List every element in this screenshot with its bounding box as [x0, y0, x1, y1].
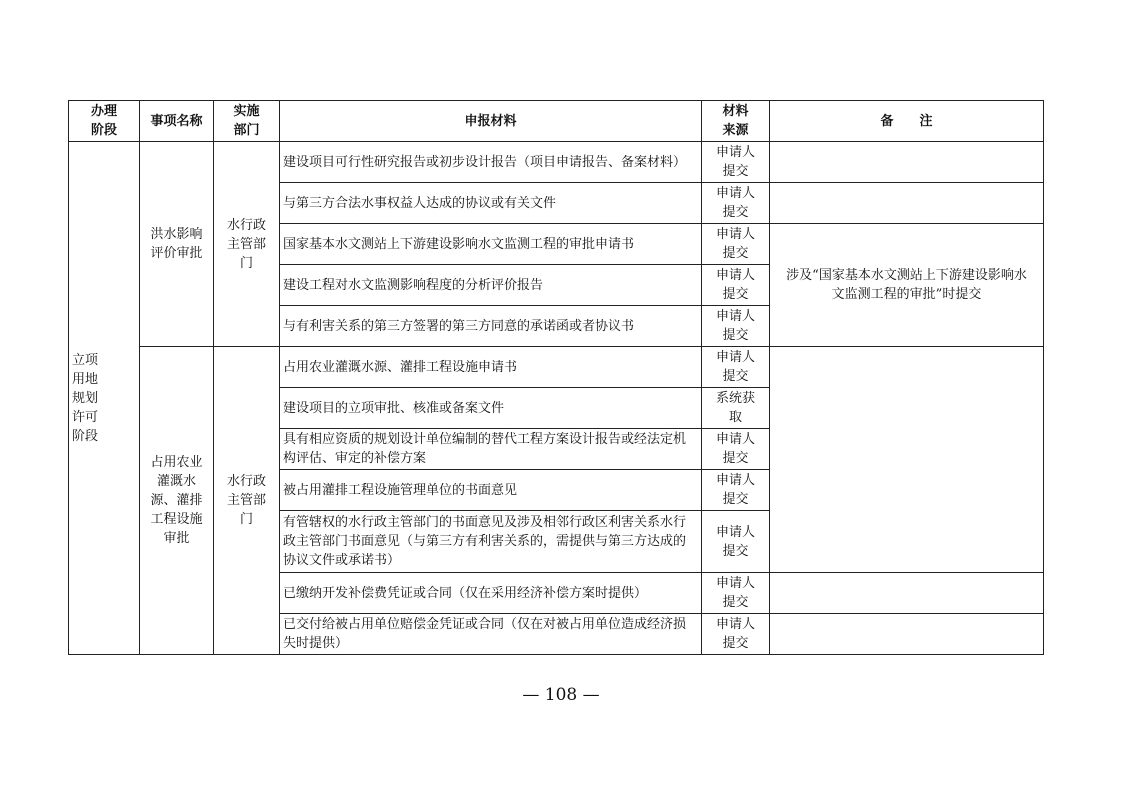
- remark-cell: [770, 142, 1044, 183]
- source-cell: 申请人 提交: [702, 265, 770, 306]
- department-cell: 水行政 主管部 门: [214, 142, 280, 347]
- department-cell: 水行政 主管部 门: [214, 347, 280, 655]
- source-cell: 申请人 提交: [702, 614, 770, 655]
- page-number: — 108 —: [522, 685, 600, 705]
- source-cell: 申请人 提交: [702, 306, 770, 347]
- material-cell: 被占用灌排工程设施管理单位的书面意见: [280, 470, 702, 511]
- header-stage: 办理 阶段: [69, 101, 140, 142]
- approval-materials-table: [68, 100, 1044, 655]
- material-cell: 与有利害关系的第三方签署的第三方同意的承诺函或者协议书: [280, 306, 702, 347]
- remark-cell: [770, 183, 1044, 224]
- stage-cell: 立项 用地 规划 许可 阶段: [69, 142, 140, 655]
- remark-cell: [770, 573, 1044, 614]
- source-cell: 申请人 提交: [702, 573, 770, 614]
- material-cell: 具有相应资质的规划设计单位编制的替代工程方案设计报告或经法定机构评估、审定的补偿方案: [280, 429, 702, 470]
- material-cell: 与第三方合法水事权益人达成的协议或有关文件: [280, 183, 702, 224]
- material-cell: 建设项目的立项审批、核准或备案文件: [280, 388, 702, 429]
- material-cell: 建设工程对水文监测影响程度的分析评价报告: [280, 265, 702, 306]
- table-row: [69, 142, 1044, 183]
- source-cell: 系统获 取: [702, 388, 770, 429]
- item-name-cell: 洪水影响 评价审批: [140, 142, 214, 347]
- source-cell: 申请人 提交: [702, 183, 770, 224]
- material-cell: 建设项目可行性研究报告或初步设计报告（项目申请报告、备案材料）: [280, 142, 702, 183]
- material-cell: 占用农业灌溉水源、灌排工程设施申请书: [280, 347, 702, 388]
- header-item-name: 事项名称: [140, 101, 214, 142]
- source-cell: 申请人 提交: [702, 470, 770, 511]
- remark-cell: 涉及“国家基本水文测站上下游建设影响水文监测工程的审批”时提交: [770, 224, 1044, 347]
- source-cell: 申请人 提交: [702, 142, 770, 183]
- header-source: 材料 来源: [702, 101, 770, 142]
- source-cell: 申请人 提交: [702, 224, 770, 265]
- source-cell: 申请人 提交: [702, 347, 770, 388]
- source-cell: 申请人 提交: [702, 429, 770, 470]
- material-cell: 已缴纳开发补偿费凭证或合同（仅在采用经济补偿方案时提供）: [280, 573, 702, 614]
- header-remark: 备 注: [770, 101, 1044, 142]
- header-materials: 申报材料: [280, 101, 702, 142]
- remark-cell: [770, 347, 1044, 573]
- remark-cell: [770, 614, 1044, 655]
- table-row: [69, 347, 1044, 388]
- material-cell: 有管辖权的水行政主管部门的书面意见及涉及相邻行政区利害关系水行政主管部门书面意见（与第三方有利害关系的，需提供与第三方达成的协议文件或承诺书）: [280, 511, 702, 573]
- source-cell: 申请人 提交: [702, 511, 770, 573]
- material-cell: 已交付给被占用单位赔偿金凭证或合同（仅在对被占用单位造成经济损失时提供）: [280, 614, 702, 655]
- item-name-cell: 占用农业 灌溉水 源、灌排 工程设施 审批: [140, 347, 214, 655]
- header-department: 实施 部门: [214, 101, 280, 142]
- material-cell: 国家基本水文测站上下游建设影响水文监测工程的审批申请书: [280, 224, 702, 265]
